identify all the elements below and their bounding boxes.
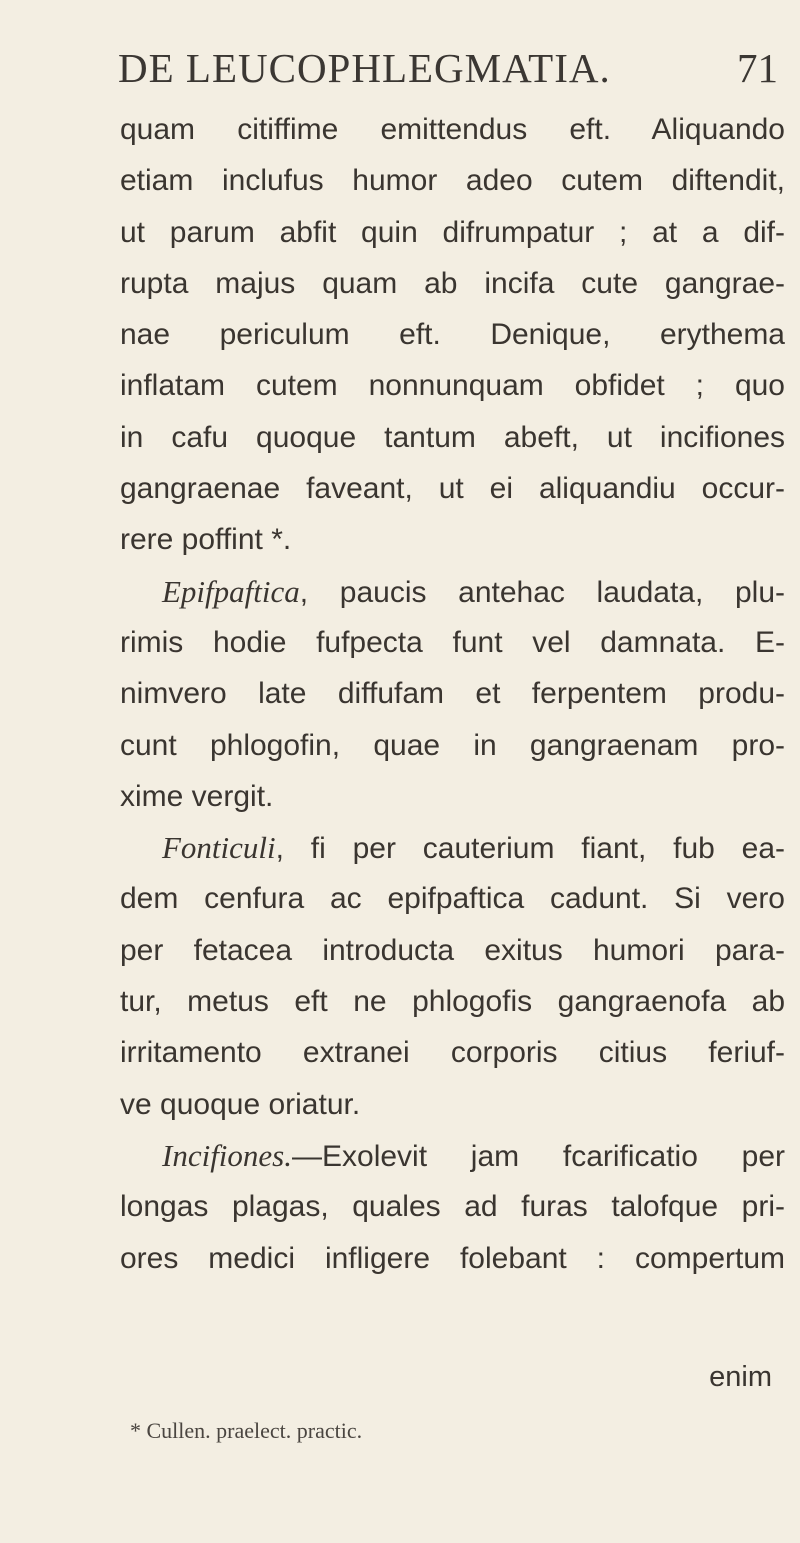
line-text: ut parum abfit quin difrumpatur ; at a dif- bbox=[120, 215, 785, 249]
line-text: per fetacea introducta exitus humori para- bbox=[120, 933, 785, 967]
line-text: longas plagas, quales ad furas talofque pri- bbox=[120, 1190, 785, 1224]
text-line bbox=[120, 258, 785, 309]
text-line bbox=[120, 155, 785, 206]
text-line bbox=[120, 309, 785, 360]
line-text: ores medici infligere folebant : compertum bbox=[120, 1241, 785, 1275]
catchword: enim bbox=[709, 1361, 772, 1393]
page-number: 71 bbox=[737, 45, 778, 91]
text-line bbox=[120, 873, 785, 924]
body-text bbox=[120, 104, 785, 1284]
italic-term: Epifpaftica bbox=[162, 573, 300, 609]
text-line bbox=[120, 617, 785, 668]
text-line bbox=[120, 1233, 785, 1284]
line-text: —Exolevit jam fcarificatio per bbox=[292, 1139, 785, 1173]
line-text: inflatam cutem nonnunquam obfidet ; quo bbox=[120, 369, 785, 403]
text-line bbox=[120, 771, 785, 822]
line-text: rere poffint *. bbox=[120, 523, 292, 557]
line-text: quam citiffime emittendus eft. Aliquando bbox=[120, 113, 785, 146]
text-line bbox=[120, 104, 785, 155]
line-text: tur, metus eft ne phlogofis gangraenofa ab bbox=[120, 985, 785, 1019]
text-line bbox=[120, 207, 785, 258]
text-line bbox=[120, 720, 785, 771]
text-line bbox=[120, 412, 785, 463]
line-text: dem cenfura ac epifpaftica cadunt. Si vero bbox=[120, 882, 785, 916]
text-line bbox=[120, 1079, 785, 1130]
text-line bbox=[120, 925, 785, 976]
text-line bbox=[120, 668, 785, 719]
text-line bbox=[120, 463, 785, 514]
footnote: * Cullen. praelect. practic. bbox=[130, 1418, 363, 1443]
text-line bbox=[120, 1181, 785, 1232]
line-text: in cafu quoque tantum abeft, ut incifiones bbox=[120, 420, 785, 454]
text-line bbox=[120, 822, 785, 873]
page-header bbox=[118, 44, 778, 104]
line-text: rupta majus quam ab incifa cute gangrae- bbox=[120, 266, 785, 300]
text-line bbox=[120, 1027, 785, 1078]
italic-term: Fonticuli bbox=[162, 830, 276, 866]
text-line bbox=[120, 514, 785, 565]
line-text: , paucis antehac laudata, plu- bbox=[299, 575, 785, 609]
line-text: irritamento extranei corporis citius feriuf- bbox=[120, 1036, 785, 1070]
text-line bbox=[120, 1130, 785, 1181]
text-line bbox=[120, 976, 785, 1027]
line-text: nimvero late diffufam et ferpentem produ- bbox=[120, 677, 785, 711]
line-text: rimis hodie fufpecta funt vel damnata. E- bbox=[120, 625, 785, 659]
line-text: nae periculum eft. Denique, erythema bbox=[120, 318, 785, 352]
line-text: ve quoque oriatur. bbox=[120, 1087, 361, 1121]
line-text: , fi per cauterium fiant, fub ea- bbox=[275, 832, 785, 866]
italic-term: Incifiones. bbox=[162, 1137, 292, 1173]
running-title: DE LEUCOPHLEGMATIA. bbox=[118, 45, 611, 91]
text-line bbox=[120, 566, 785, 617]
text-line bbox=[120, 360, 785, 411]
line-text: gangraenae faveant, ut ei aliquandiu occur- bbox=[120, 472, 785, 506]
line-text: cunt phlogofin, quae in gangraenam pro- bbox=[120, 728, 785, 762]
line-text: xime vergit. bbox=[120, 779, 274, 813]
line-text: etiam inclufus humor adeo cutem diftendit, bbox=[120, 164, 785, 198]
